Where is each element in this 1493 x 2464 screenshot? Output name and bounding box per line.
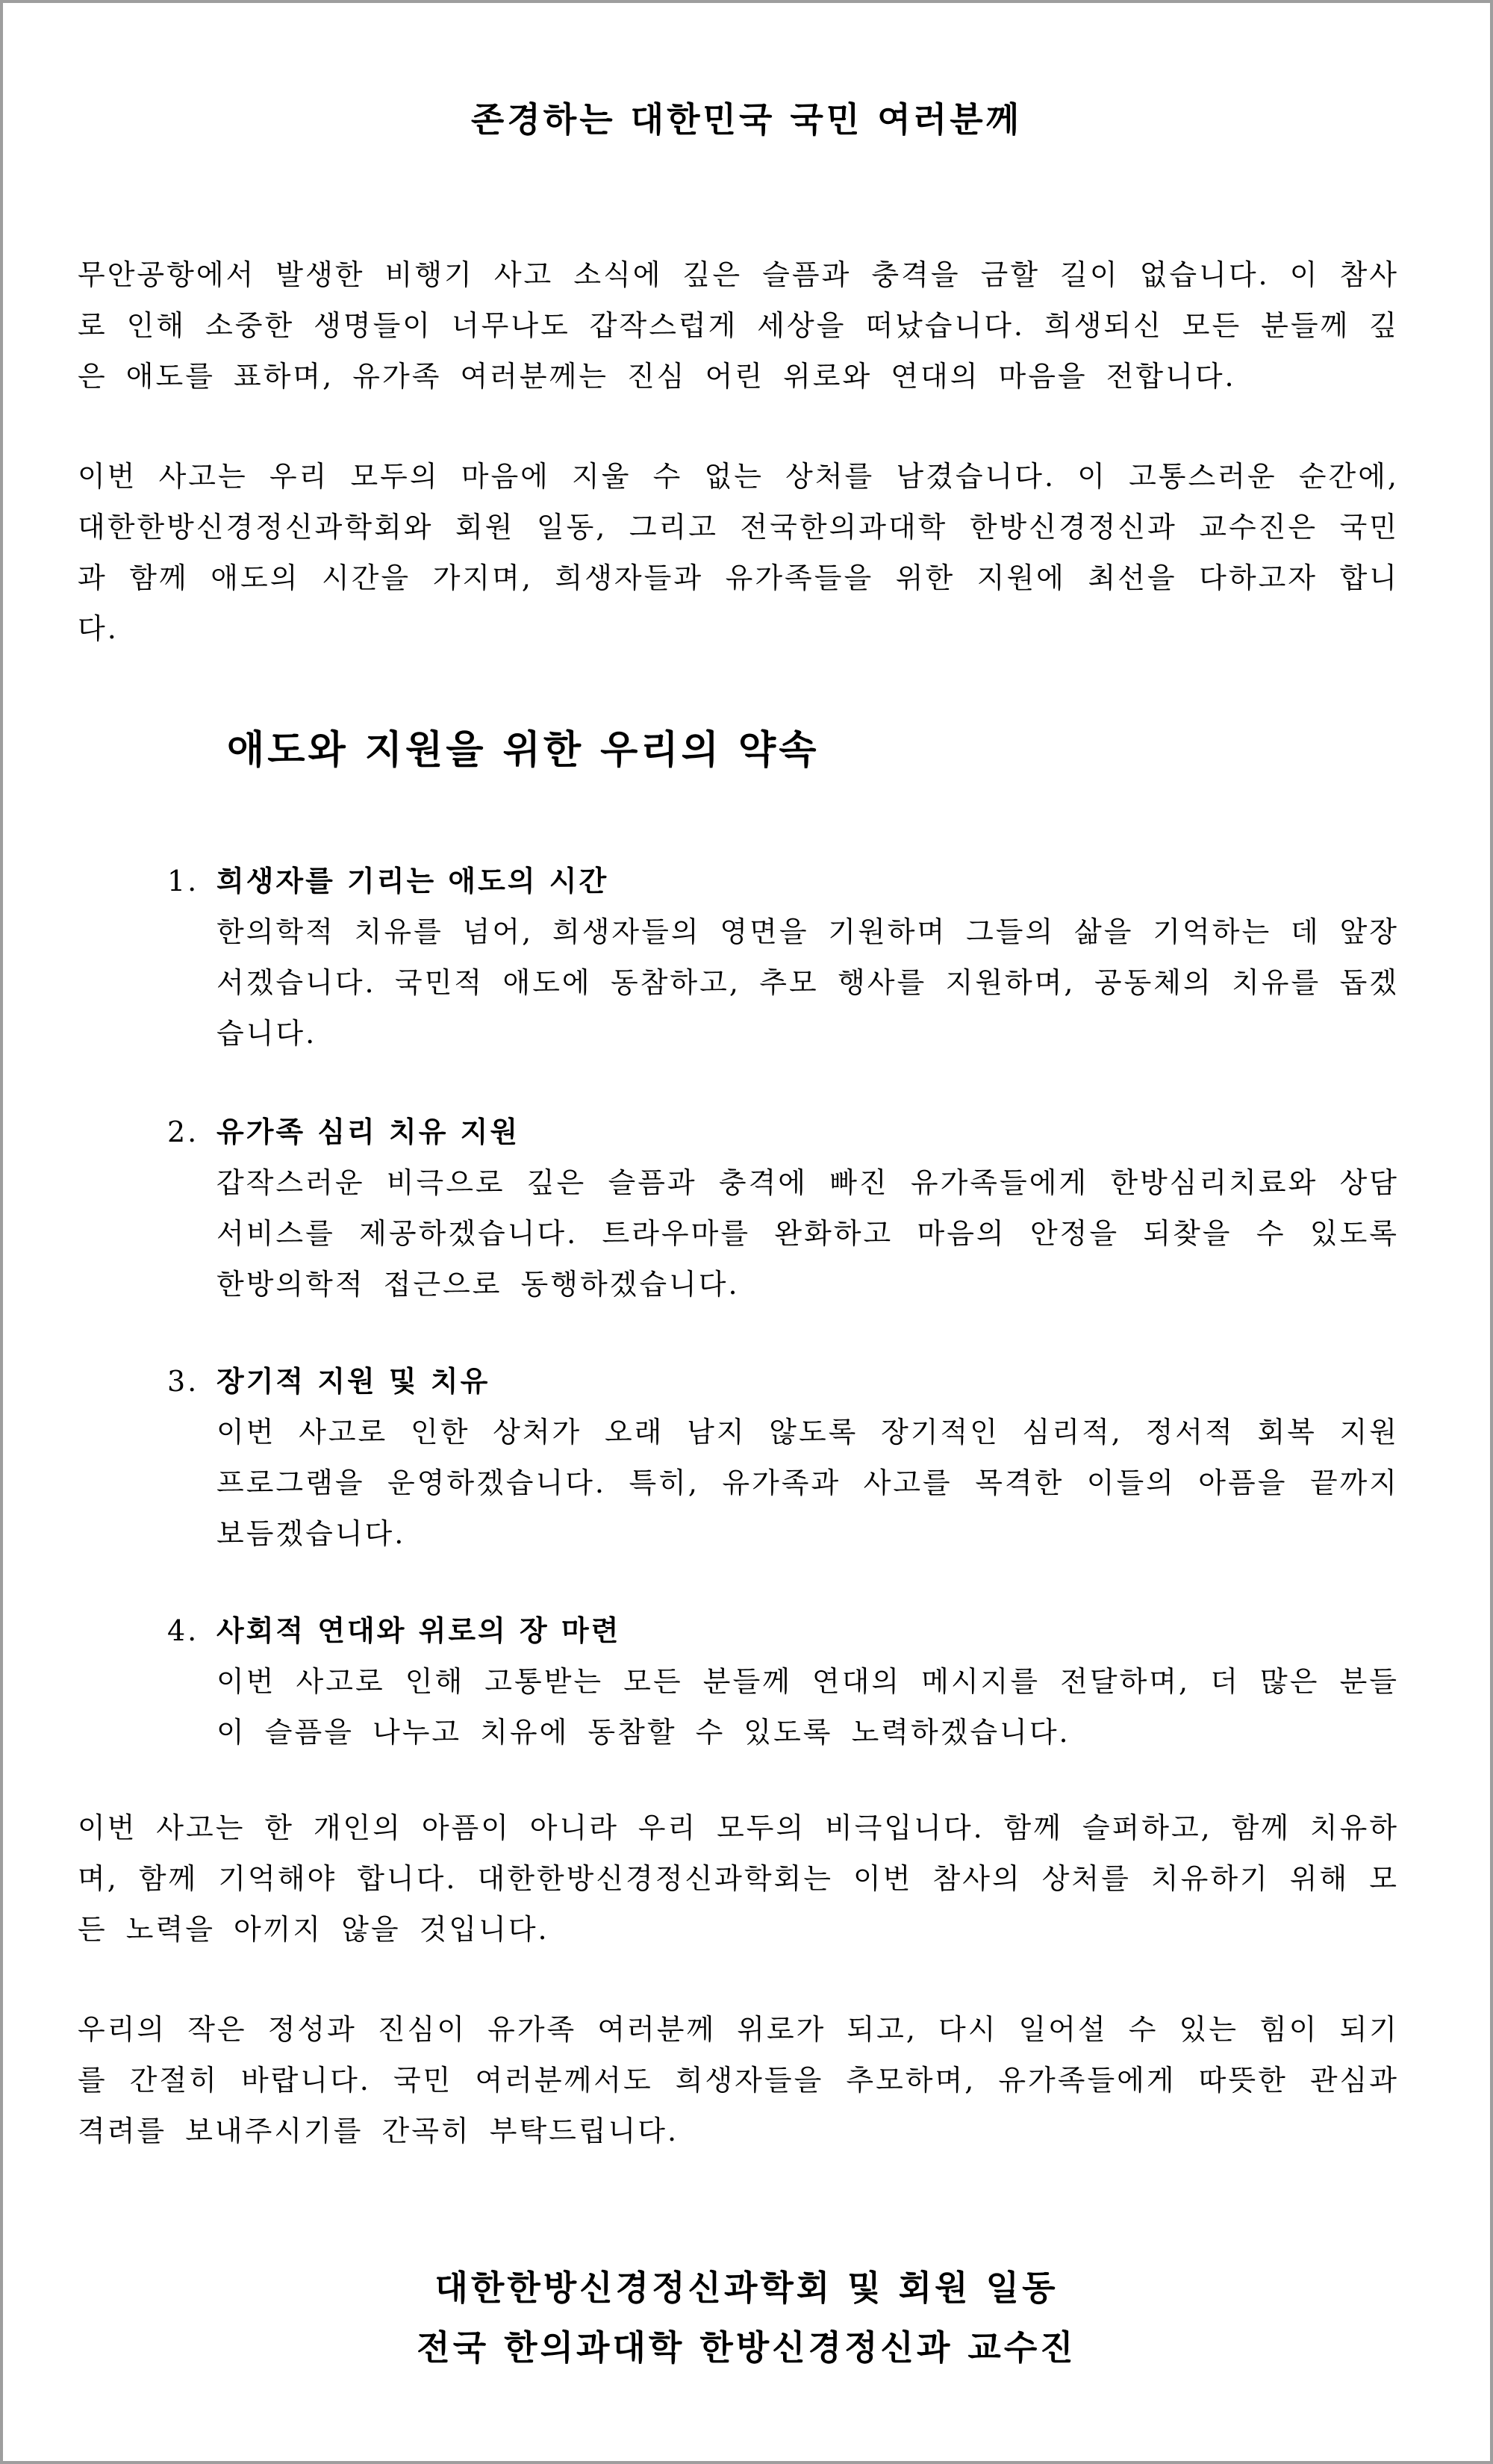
promise-number: 4. bbox=[167, 1614, 199, 1647]
promise-body: 이번 사고로 인해 고통받는 모든 분들께 연대의 메시지를 전달하며, 더 많은 분들이 슬픔을 나누고 치유에 동참할 수 있도록 노력하겠습니다. bbox=[216, 1665, 1399, 1749]
promise-number: 2. bbox=[167, 1116, 199, 1148]
section-heading: 애도와 지원을 위한 우리의 약속 bbox=[227, 727, 820, 773]
document-title: 존경하는 대한민국 국민 여러분께 bbox=[470, 99, 1023, 140]
promise-item-2 bbox=[167, 1107, 1399, 1310]
promise-heading bbox=[167, 1605, 1399, 1656]
promise-item-3 bbox=[167, 1356, 1399, 1559]
closing-paragraph-1: 이번 사고는 한 개인의 아픔이 아니라 우리 모두의 비극입니다. 함께 슬퍼하고, 함께 치유하며, 함께 기억해야 합니다. 대한한방신경정신과학회는 이번 참사의 상처를 치유하기 위해 모든 노력을 아끼지 않을 것입니다. bbox=[78, 1811, 1399, 1946]
signature-line-1: 대한한방신경정신과학회 및 회원 일동 bbox=[434, 2268, 1059, 2308]
intro-paragraph-2: 이번 사고는 우리 모두의 마음에 지울 수 없는 상처를 남겼습니다. 이 고통스러운 순간에, 대한한방신경정신과학회와 회원 일동, 그리고 전국한의과대학 한방신경정신과 교수진은 국민과 함께 애도의 시간을 가지며, 희생자들과 유가족들을 위한 지원에 최선을 다하고자 합니다. bbox=[78, 460, 1399, 645]
promise-title: 유가족 심리 치유 지원 bbox=[216, 1115, 520, 1148]
promise-title: 장기적 지원 및 치유 bbox=[216, 1364, 490, 1398]
promise-body: 한의학적 치유를 넘어, 희생자들의 영면을 기원하며 그들의 삶을 기억하는 데 앞장서겠습니다. 국민적 애도에 동참하고, 추모 행사를 지원하며, 공동체의 치유를 돕겠습니다. bbox=[216, 915, 1399, 1050]
promise-title: 사회적 연대와 위로의 장 마련 bbox=[216, 1614, 621, 1647]
promise-number: 1. bbox=[167, 865, 199, 897]
promise-heading bbox=[167, 1356, 1399, 1407]
signature-line-2: 전국 한의과대학 한방신경정신과 교수진 bbox=[417, 2327, 1076, 2368]
closing-paragraph-2: 우리의 작은 정성과 진심이 유가족 여러분께 위로가 되고, 다시 일어설 수 있는 힘이 되기를 간절히 바랍니다. 국민 여러분께서도 희생자들을 추모하며, 유가족들에게 따뜻한 관심과 격려를 보내주시기를 간곡히 부탁드립니다. bbox=[78, 2013, 1399, 2147]
intro-paragraph-1: 무안공항에서 발생한 비행기 사고 소식에 깊은 슬픔과 충격을 금할 길이 없습니다. 이 참사로 인해 소중한 생명들이 너무나도 갑작스럽게 세상을 떠났습니다. 희생되신 모든 분들께 깊은 애도를 표하며, 유가족 여러분께는 진심 어린 위로와 연대의 마음을 전합니다. bbox=[78, 258, 1399, 393]
promise-body: 갑작스러운 비극으로 깊은 슬픔과 충격에 빠진 유가족들에게 한방심리치료와 상담 서비스를 제공하겠습니다. 트라우마를 완화하고 마음의 안정을 되찾을 수 있도록 한방의학적 접근으로 동행하겠습니다. bbox=[216, 1166, 1399, 1301]
promise-item-1 bbox=[167, 856, 1399, 1059]
signature-block bbox=[3, 2258, 1490, 2377]
promise-title: 희생자를 기리는 애도의 시간 bbox=[216, 864, 609, 897]
promise-heading bbox=[167, 856, 1399, 906]
promise-item-4 bbox=[167, 1605, 1399, 1758]
promise-body: 이번 사고로 인한 상처가 오래 남지 않도록 장기적인 심리적, 정서적 회복 지원 프로그램을 운영하겠습니다. 특히, 유가족과 사고를 목격한 이들의 아픔을 끝까지 보듬겠습니다. bbox=[216, 1416, 1399, 1550]
promise-number: 3. bbox=[167, 1365, 199, 1398]
promise-heading bbox=[167, 1107, 1399, 1157]
